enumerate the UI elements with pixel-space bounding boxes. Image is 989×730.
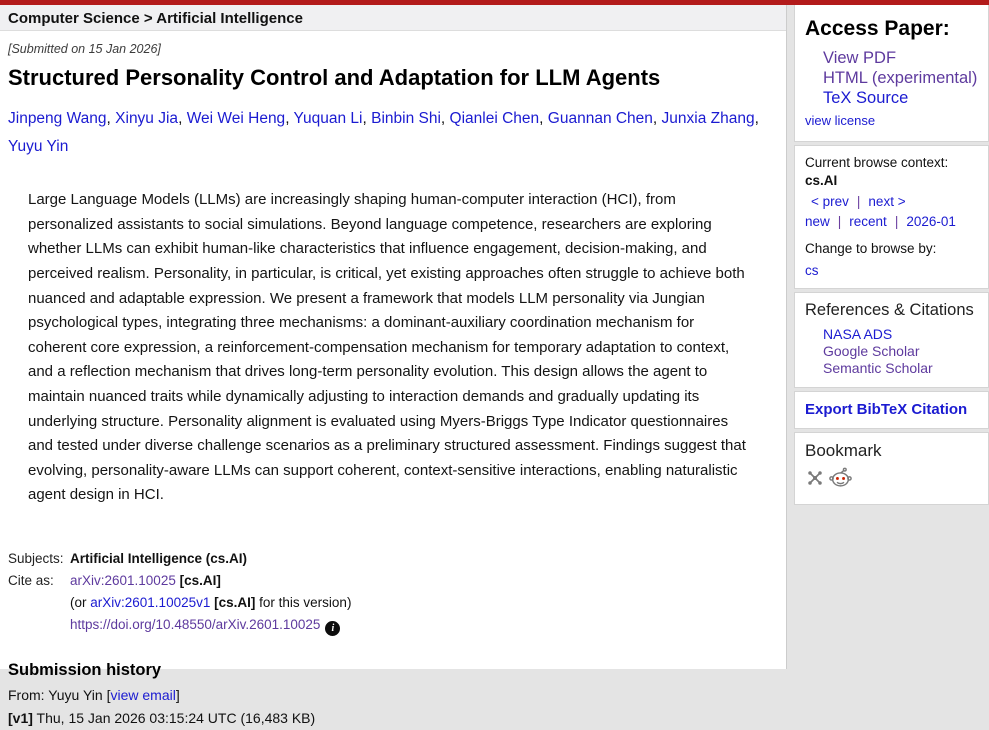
doi-line — [70, 614, 351, 636]
info-icon[interactable]: i — [325, 621, 340, 636]
references-links — [823, 326, 978, 377]
author-link[interactable]: Junxia Zhang — [661, 110, 755, 128]
bookmark-icons — [805, 467, 978, 488]
version-category: [cs.AI] — [214, 594, 256, 610]
nav-separator: | — [856, 194, 861, 209]
authors-list: Jinpeng Wang, Xinyu Jia, Wei Wei Heng, Yuquan Li, Binbin Shi, Qianlei Chen, Guannan Chen, Junxia Zhang, Yuyu Yin — [8, 110, 759, 156]
v1-label: [v1] — [8, 709, 33, 726]
cite-arxiv-line — [70, 570, 351, 592]
next-link[interactable]: next > — [868, 194, 906, 209]
arxiv-version-link[interactable]: arXiv:2601.10025v1 — [90, 594, 211, 610]
new-link[interactable]: new — [805, 214, 830, 229]
listing-separator-1: | — [837, 214, 842, 229]
subjects-row — [8, 548, 786, 570]
author-link[interactable]: Xinyu Jia — [115, 110, 179, 128]
cite-version-line — [70, 592, 351, 614]
breadcrumb — [0, 5, 786, 31]
change-browse-label: Change to browse by: — [805, 241, 937, 256]
abstract-text: Large Language Models (LLMs) are increasingly shaping human-computer interaction (HCI), from personalized assistants to social simulations. Beyond language competence, researchers are exploring whether LLMs can exhibit human-like characteristics that influence engagement, decision-making, and perceived realism. Personality, in particular, is critical, yet existing approaches often struggle to achieve both nuanced and adaptable expression. We present a framework that models LLM personality via Jungian psychological types, integrating three mechanisms: a dominant-auxiliary coordination mechanism for coherent core expression, a reinforcement-compensation mechanism for temporary adaptation to context, and a reflection mechanism that drives long-term personality evolution. This design allows the agent to maintain nuanced traits while dynamically adjusting to interaction demands and gradually updating its underlying structure. Personality alignment is evaluated using Myers-Briggs Type Indicator questionnaires and tested under diverse challenge scenarios as a preliminary structured assessment. Findings suggest that evolving, personality-aware LLMs can support coherent, context-sensitive interactions, enabling naturalistic agent design in HCI. — [28, 191, 746, 504]
nasa-ads-link[interactable]: NASA ADS — [823, 326, 893, 342]
sidebar — [794, 5, 989, 505]
from-close-bracket: ] — [175, 686, 180, 703]
access-paper-box — [794, 5, 989, 142]
bookmark-heading: Bookmark — [805, 441, 882, 460]
author-link[interactable]: Qianlei Chen — [449, 110, 540, 128]
bibsonomy-icon[interactable] — [805, 468, 825, 488]
view-license-link[interactable]: view license — [805, 113, 876, 128]
from-line — [8, 684, 786, 707]
google-scholar-link[interactable]: Google Scholar — [823, 343, 920, 359]
view-email-link[interactable]: view email — [110, 686, 176, 703]
subjects-label: Subjects: — [8, 550, 64, 566]
export-bibtex-box — [794, 391, 989, 429]
author-link[interactable]: Yuquan Li — [293, 110, 363, 128]
export-bibtex-link[interactable]: Export BibTeX Citation — [805, 401, 968, 418]
cs-browse-link[interactable]: cs — [805, 263, 819, 278]
cite-as-value — [70, 570, 351, 636]
prev-next-nav — [811, 193, 978, 211]
reddit-icon[interactable] — [829, 467, 852, 488]
submitted-date: [Submitted on 15 Jan 2026] — [8, 42, 161, 56]
tex-source-link[interactable]: TeX Source — [823, 89, 909, 107]
prev-link[interactable]: < prev — [811, 194, 849, 209]
author-link[interactable]: Wei Wei Heng — [186, 110, 286, 128]
metadata-table — [8, 548, 786, 636]
page-title: Structured Personality Control and Adaptation for LLM Agents — [8, 65, 661, 90]
browse-context-label: Current browse context: — [805, 155, 949, 170]
author-link[interactable]: Guannan Chen — [547, 110, 653, 128]
submission-history-section — [8, 661, 786, 730]
main-content — [0, 5, 787, 726]
references-citations-heading: References & Citations — [805, 301, 974, 319]
author-link[interactable]: Jinpeng Wang — [8, 110, 107, 128]
arxiv-id-link[interactable]: arXiv:2601.10025 — [70, 572, 176, 588]
breadcrumb-text: Computer Science > Artificial Intelligence — [8, 10, 303, 27]
browse-context-box — [794, 145, 989, 289]
listing-separator-2: | — [894, 214, 899, 229]
author-link[interactable]: Yuyu Yin — [8, 138, 69, 156]
access-paper-heading: Access Paper: — [805, 17, 950, 40]
bookmark-box — [794, 432, 989, 505]
submission-history-heading: Submission history — [8, 660, 162, 679]
listing-nav — [805, 213, 978, 231]
cite-as-row — [8, 570, 786, 636]
html-experimental-link[interactable]: HTML (experimental) — [823, 69, 978, 87]
author-link[interactable]: Binbin Shi — [371, 110, 441, 128]
recent-link[interactable]: recent — [849, 214, 887, 229]
doi-link[interactable]: https://doi.org/10.48550/arXiv.2601.10025 — [70, 616, 321, 632]
month-link[interactable]: 2026-01 — [906, 214, 956, 229]
semantic-scholar-link[interactable]: Semantic Scholar — [823, 360, 933, 376]
access-paper-links — [823, 48, 978, 108]
subjects-value: Artificial Intelligence (cs.AI) — [70, 550, 248, 566]
browse-context-value: cs.AI — [805, 173, 838, 188]
version-history-line — [8, 707, 786, 730]
view-pdf-link[interactable]: View PDF — [823, 49, 897, 67]
from-text: From: Yuyu Yin [ — [8, 686, 111, 703]
cite-as-label: Cite as: — [8, 572, 54, 588]
cite-category: [cs.AI] — [179, 572, 221, 588]
references-citations-box — [794, 292, 989, 388]
version-prefix: (or — [70, 594, 87, 610]
v1-timestamp: Thu, 15 Jan 2026 03:15:24 UTC (16,483 KB) — [36, 709, 316, 726]
version-suffix: for this version) — [259, 594, 352, 610]
